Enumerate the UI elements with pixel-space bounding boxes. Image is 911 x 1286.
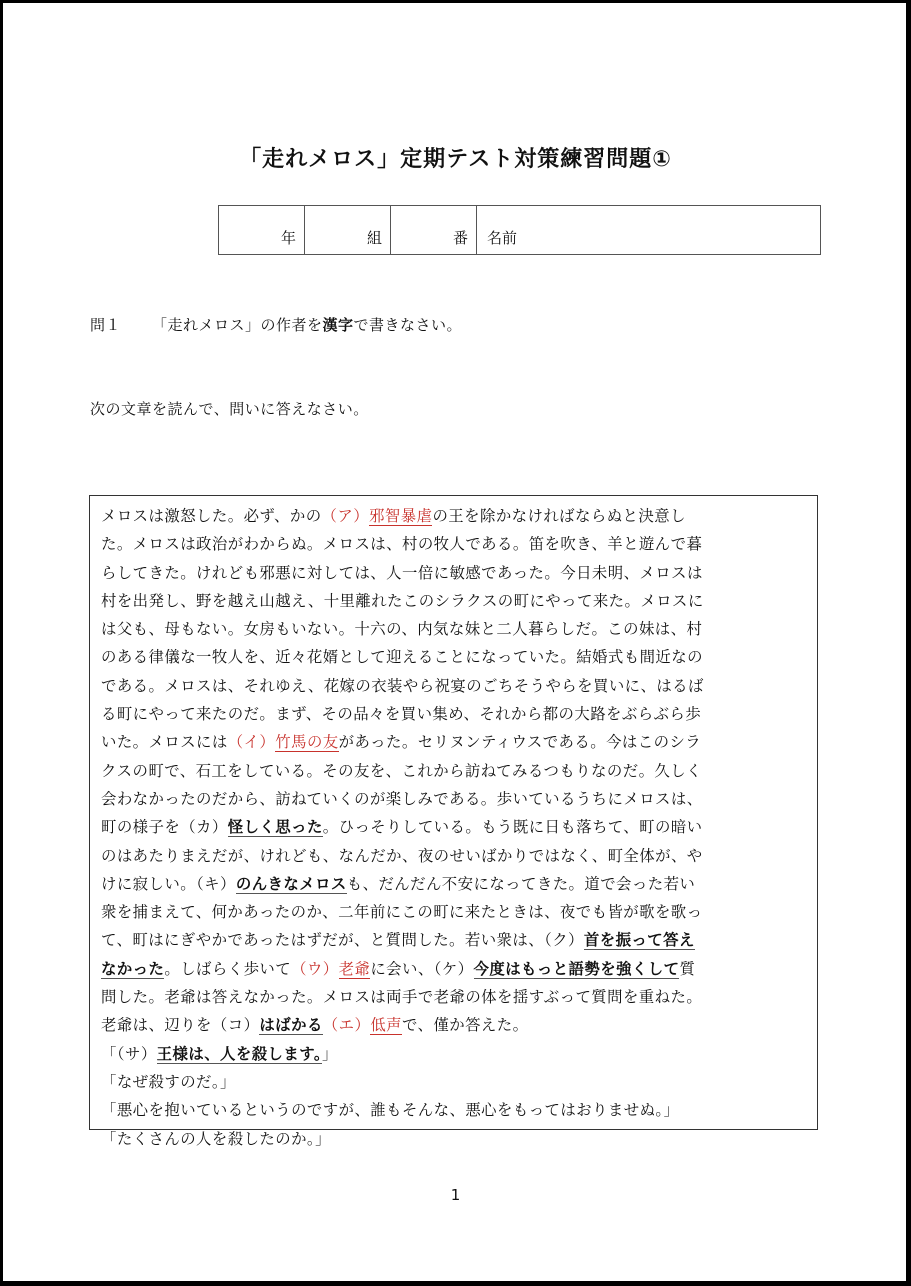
question-marker: （ア）: [321, 507, 370, 525]
passage-line: [101, 785, 817, 813]
question-1-number: 問１: [90, 316, 122, 334]
passage-text: である。メロスは、それゆえ、花嫁の衣装やら祝宴のごちそうやらを買いに、はるば: [101, 676, 704, 695]
passage-text: いた。メロスには: [101, 733, 228, 752]
passage-text: クスの町で、石工をしている。その友を、これから訪ねてみるつもりなのだ。久しく: [101, 761, 702, 780]
name-label: 名前: [487, 229, 518, 247]
vocab-underline: 低声: [370, 1016, 403, 1035]
student-info-table: [218, 205, 821, 255]
passage-line: [101, 728, 817, 756]
question-1: [90, 314, 462, 335]
phrase-underline: 首を振って答え: [583, 931, 695, 950]
passage-line: [101, 1068, 817, 1096]
passage-text: 町の様子を（カ）: [101, 818, 228, 837]
page-number: 1: [450, 1186, 461, 1204]
passage-text: メロスは激怒した。必ず、かの: [101, 507, 322, 525]
vocab-underline: 老爺: [338, 959, 371, 978]
passage-text: らしてきた。けれども邪悪に対しては、人一倍に敏感であった。今日未明、メロスは: [101, 563, 703, 582]
passage-line: [101, 955, 817, 983]
question-1-text-bold: 漢字: [322, 316, 354, 334]
phrase-underline: 怪しく思った: [227, 818, 323, 837]
passage-text: 」: [322, 1044, 338, 1063]
passage-line: [101, 757, 817, 785]
passage-text: は父も、母もない。女房もいない。十六の、内気な妹と二人暮らしだ。この妹は、村: [101, 620, 703, 639]
passage-line: [101, 813, 817, 841]
year-field[interactable]: [219, 206, 305, 254]
passage-line: [101, 559, 817, 587]
reading-instruction: 次の文章を読んで、問いに答えなさい。: [90, 400, 369, 418]
passage-line: [101, 643, 817, 671]
passage-text: のはあたりまえだが、けれども、なんだか、夜のせいばかりではなく、町全体が、や: [101, 846, 703, 865]
year-label: 年: [280, 229, 296, 247]
phrase-underline: はばかる: [259, 1016, 323, 1035]
passage-line: [101, 1125, 817, 1153]
phrase-underline: 今度はもっと語勢を強くして: [473, 959, 680, 978]
passage-text: の王を除かなければならぬと決意し: [432, 507, 686, 525]
passage-text: 老爺は、辺りを（コ）: [101, 1016, 260, 1035]
passage-text: 「たくさんの人を殺したのか。」: [101, 1129, 331, 1148]
passage-text: 。しばらく歩いて: [164, 959, 292, 978]
passage-line: [101, 983, 817, 1011]
question-marker: （イ）: [227, 733, 276, 752]
passage-line: [101, 842, 817, 870]
question-1-text-after: で書きなさい。: [353, 316, 463, 334]
passage-text: 会わなかったのだから、訪ねていくのが楽しみである。歩いているうちにメロスは、: [101, 789, 703, 808]
vocab-underline: 竹馬の友: [275, 733, 339, 752]
name-field[interactable]: [477, 206, 820, 254]
passage-text: に会い、（ケ）: [370, 959, 474, 978]
passage-line: [101, 502, 817, 530]
passage-box: [89, 495, 818, 1148]
passage-text: 衆を捕まえて、何かあったのか、二年前にこの町に来たときは、夜でも皆が歌を歌っ: [101, 903, 703, 922]
passage-text: 問した。老爺は答えなかった。メロスは両手で老爺の体を揺すぶって質問を重ねた。: [101, 988, 703, 1007]
phrase-underline: なかった: [101, 959, 165, 978]
passage-text: 「なぜ殺すのだ。」: [101, 1072, 236, 1091]
passage-text: があった。セリヌンティウスである。今はこのシラ: [338, 733, 702, 752]
passage-text: のある律儀な一牧人を、近々花婿として迎えることになっていた。結婚式も間近なの: [101, 648, 703, 667]
passage-line: [101, 1096, 817, 1124]
question-marker: （ウ）: [291, 959, 339, 978]
passage-line: [101, 898, 817, 926]
question-marker: （エ）: [322, 1016, 371, 1035]
passage-line: [101, 530, 817, 558]
class-label: 組: [366, 229, 382, 247]
passage-line: [101, 870, 817, 898]
passage-line: [101, 615, 817, 643]
number-label: 番: [452, 229, 468, 247]
passage-text: 村を出発し、野を越え山越え、十里離れたこのシラクスの町にやって来た。メロスに: [101, 591, 704, 610]
question-1-text-before: 「走れメロス」の作者を: [152, 316, 323, 334]
passage-line: [101, 1040, 817, 1068]
passage-text: 。ひっそりしている。もう既に日も落ちて、町の暗い: [322, 818, 703, 837]
passage-line: [101, 926, 817, 954]
passage-line: [101, 587, 817, 615]
number-field[interactable]: [391, 206, 477, 254]
passage-text: た。メロスは政治がわからぬ。メロスは、村の牧人である。笛を吹き、羊と遊んで暮: [101, 535, 703, 554]
passage-text: て、町はにぎやかであったはずだが、と質問した。若い衆は、（ク）: [101, 931, 584, 950]
passage-text: 質: [679, 959, 696, 978]
vocab-underline: 邪智暴虐: [369, 507, 433, 525]
passage-line: [101, 700, 817, 728]
phrase-underline: のんきなメロス: [235, 874, 347, 893]
class-field[interactable]: [305, 206, 391, 254]
passage-text: る町にやって来たのだ。まず、その品々を買い集め、それから都の大路をぶらぶら歩: [101, 705, 702, 724]
page-title: 「走れメロス」定期テスト対策練習問題①: [239, 147, 672, 172]
passage-text: けに寂しい。（キ）: [101, 874, 236, 893]
passage-text: も、だんだん不安になってきた。道で会った若い: [346, 874, 696, 893]
passage-text: で、僅か答えた。: [402, 1016, 529, 1035]
passage-line: [101, 672, 817, 700]
passage-line: [101, 1011, 817, 1039]
passage-text: 「（サ）: [101, 1044, 157, 1063]
passage-text: 「悪心を抱いているというのですが、誰もそんな、悪心をもってはおりませぬ。」: [101, 1101, 680, 1120]
phrase-underline: 王様は、人を殺します。: [156, 1044, 322, 1063]
